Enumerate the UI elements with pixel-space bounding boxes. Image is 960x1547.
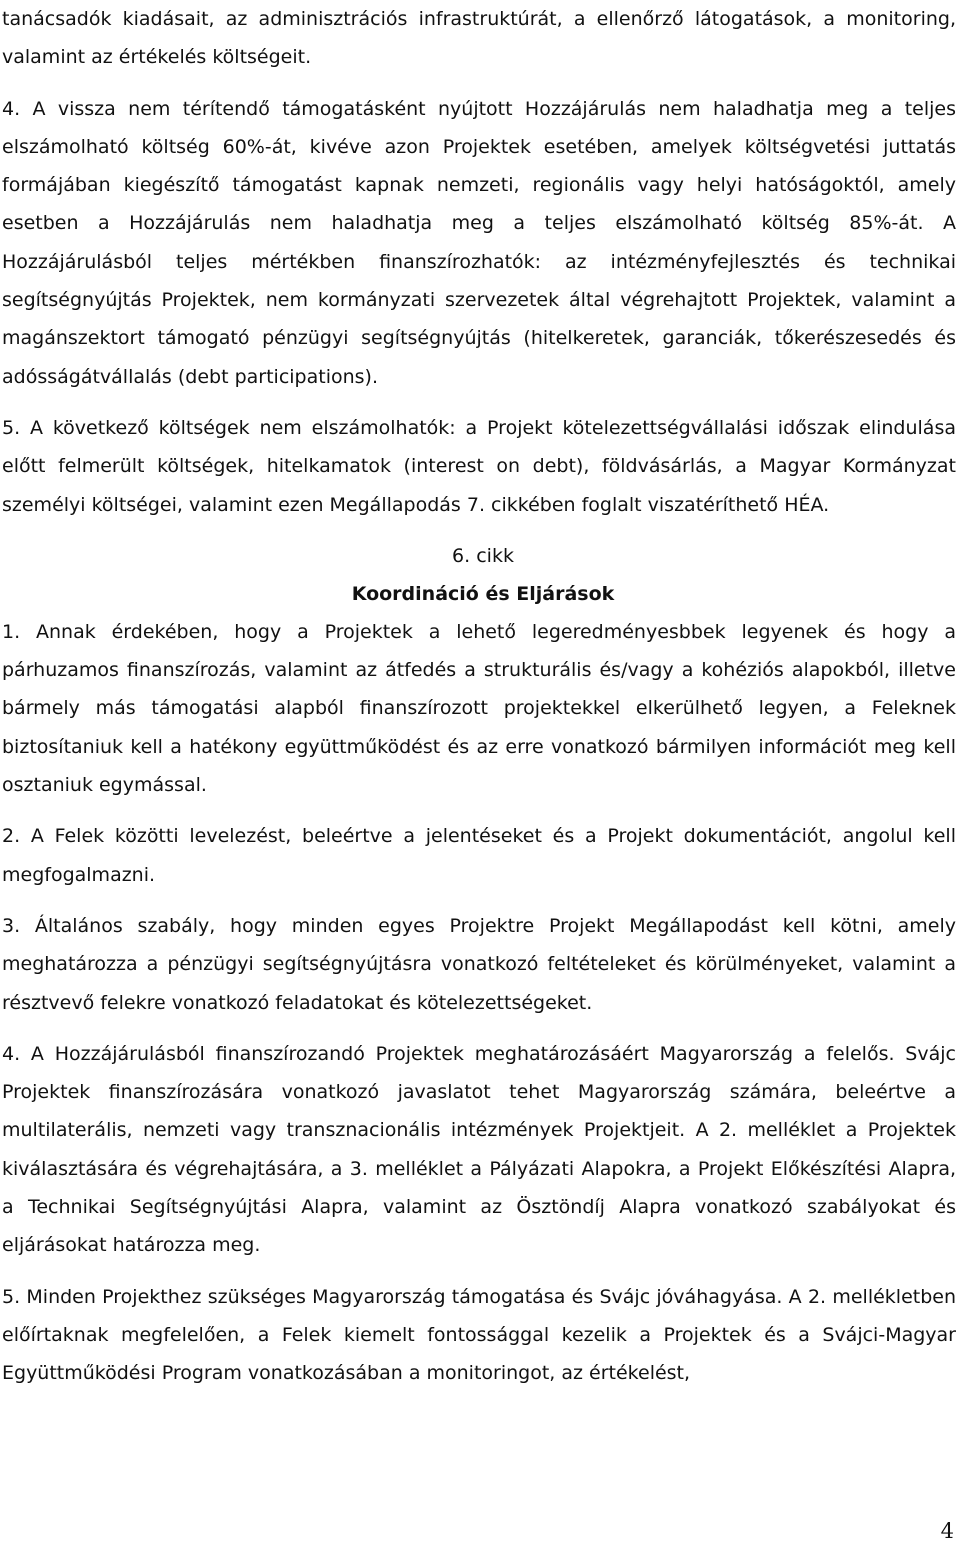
article-title: Koordináció és Eljárások [351, 582, 615, 605]
article-number: 6. cikk [452, 544, 514, 567]
paragraph-5-approval: 5. Minden Projekthez szükséges Magyarország támogatása és Svájc jóváhagyása. A 2. mellékletben előírtaknak megfelelően, a Felek kiemelt fontossággal kezelik a Projektek és a Svájci-Magyar Együttműködési Program vonatkozásában a monitoringot, az értékelést, [2, 1285, 956, 1385]
paragraph-gap [2, 396, 956, 409]
paragraph-gap [2, 1265, 956, 1278]
paragraph-4-contribution-limits: 4. A vissza nem térítendő támogatásként nyújtott Hozzájárulás nem haladhatja meg a teljes elszámolható költség 60%-át, kivéve azon Projektek esetében, amelyek költségvetési juttatás formájában kiegészítő támogatást kapnak nemzeti, regionális vagy helyi hatóságoktól, amely esetben a Hozzájárulás nem haladhatja meg a teljes elszámolható költség 85%-át. A Hozzájárulásból teljes mértékben finanszírozhatók: az intézményfejlesztés és technikai segítségnyújtás Projektek, nem kormányzati szervezetek által végrehajtott Projektek, valamint a magánszektort támogató pénzügyi segítségnyújtás (hitelkeretek, garanciák, tőkerészesedés és adósságátvállalás (debt participations). [2, 97, 956, 388]
paragraph-gap [2, 524, 956, 537]
paragraph-1-cooperation: 1. Annak érdekében, hogy a Projektek a lehető legeredményesbbek legyenek és hogy a párhuzamos finanszírozás, valamint az átfedés a strukturális és/vagy a kohéziós alapokból, illetve bármely más támogatási alapból finanszírozott projektekkel elkerülhető legyen, a Feleknek biztosítaniuk kell a hatékony együttműködést és az erre vonatkozó bármilyen információt meg kell osztaniuk egymással. [2, 620, 956, 797]
paragraph-3-project-agreement: 3. Általános szabály, hogy minden egyes Projektre Projekt Megállapodást kell kötni, amely meghatározza a pénzügyi segítségnyújtásra vonatkozó feltételeket és körülményeket, valamint a résztvevő felekre vonatkozó feladatokat és kötelezettségeket. [2, 914, 956, 1014]
page-body [2, 0, 956, 1393]
paragraph-4-project-selection: 4. A Hozzájárulásból finanszírozandó Projektek meghatározásáért Magyarország a felelős. Svájc Projektek finanszírozására vonatkozó javaslatot tehet Magyarország számára, beleértve a multilaterális, nemzeti vagy transznacionális intézmények Projektjeit. A 2. melléklet a Projektek kiválasztására és végrehajtására, a 3. melléklet a Pályázati Alapokra, a Projekt Előkészítési Alapra, a Technikai Segítségnyújtási Alapra, valamint az Ösztöndíj Alapra vonatkozó szabályokat és eljárásokat határozza meg. [2, 1042, 956, 1257]
paragraph-gap [2, 77, 956, 90]
page-number: 4 [940, 1519, 954, 1543]
paragraph-costs-continued: tanácsadók kiadásait, az adminisztrációs infrastruktúrát, a ellenőrző látogatások, a monitoring, valamint az értékelés költségeit. [2, 8, 956, 69]
paragraph-2-correspondence: 2. A Felek közötti levelezést, beleértve a jelentéseket és a Projekt dokumentációt, angolul kell megfogalmazni. [2, 825, 956, 886]
paragraph-gap [2, 894, 956, 907]
paragraph-gap [2, 1022, 956, 1035]
paragraph-5-non-eligible-costs: 5. A következő költségek nem elszámolhatók: a Projekt kötelezettségvállalási időszak elindulása előtt felmerült költségek, hitelkamatok (interest on debt), földvásárlás, a Magyar Kormányzat személyi költségei, valamint ezen Megállapodás 7. cikkében foglalt viszatéríthető HÉA. [2, 416, 956, 516]
paragraph-gap [2, 804, 956, 817]
